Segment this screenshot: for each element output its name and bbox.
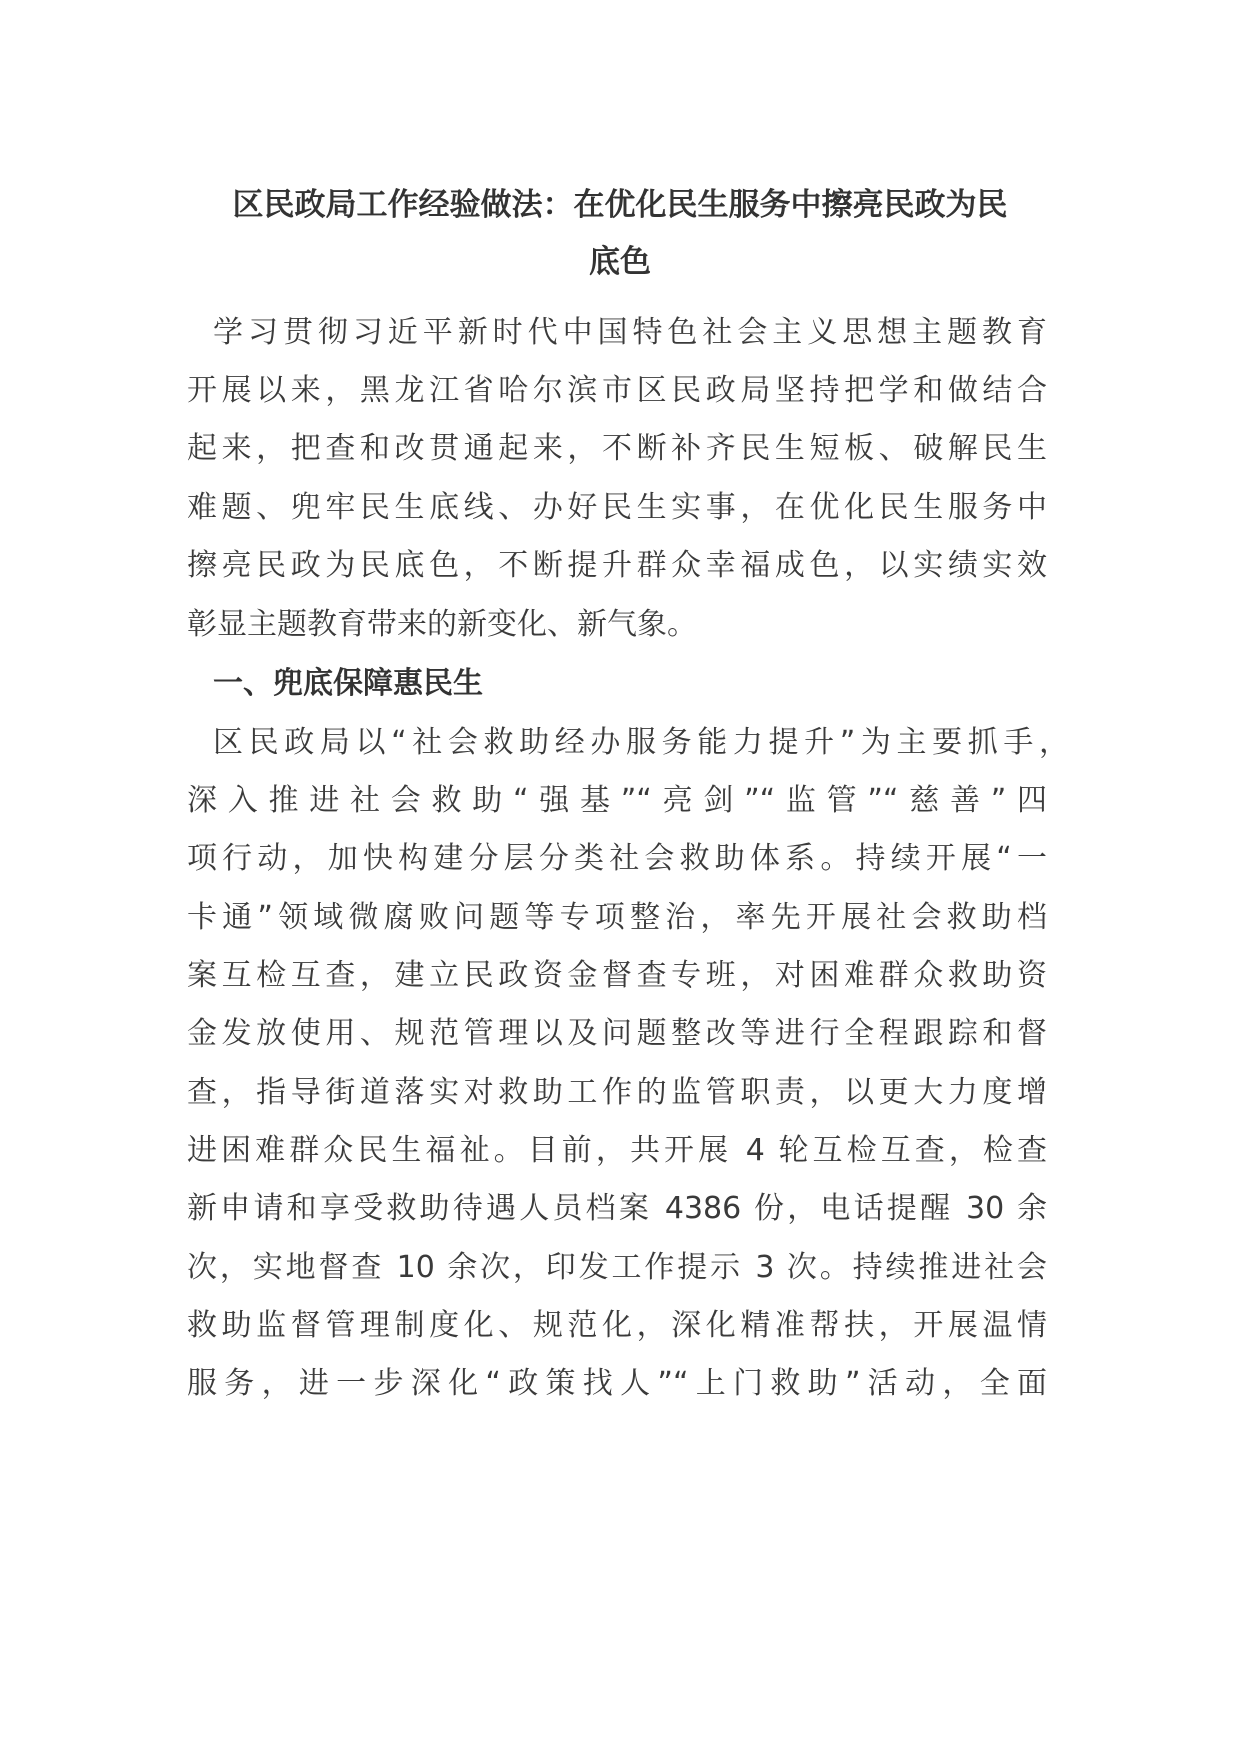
paragraph-line: 起来，把查和改贯通起来，不断补齐民生短板、破解民生	[187, 431, 1047, 466]
paragraph-line: 深入推进社会救助“强基”“亮剑”“监管”“慈善”四	[187, 783, 1047, 818]
paragraph-line: 卡通”领域微腐败问题等专项整治，率先开展社会救助档	[187, 900, 1047, 935]
document-title-line-2: 底色	[589, 244, 651, 280]
paragraph-line: 查，指导街道落实对救助工作的监管职责，以更大力度增	[187, 1075, 1047, 1110]
paragraph-line: 彰显主题教育带来的新变化、新气象。	[187, 607, 697, 642]
paragraph-line: 救助监督管理制度化、规范化，深化精准帮扶，开展温情	[187, 1308, 1047, 1343]
paragraph-line: 新申请和享受救助待遇人员档案 4386 份，电话提醒 30 余	[187, 1191, 1047, 1226]
document-title-line-1: 区民政局工作经验做法：在优化民生服务中擦亮民政为民	[232, 187, 1008, 223]
paragraph-line: 次，实地督查 10 余次，印发工作提示 3 次。持续推进社会	[187, 1250, 1047, 1285]
paragraph-line: 开展以来，黑龙江省哈尔滨市区民政局坚持把学和做结合	[187, 373, 1047, 408]
section-heading: 一、兜底保障惠民生	[213, 666, 483, 701]
paragraph-line: 案互检互查，建立民政资金督查专班，对困难群众救助资	[187, 958, 1047, 993]
paragraph-line: 区民政局以“社会救助经办服务能力提升”为主要抓手，	[213, 725, 1069, 760]
paragraph-line: 擦亮民政为民底色，不断提升群众幸福成色，以实绩实效	[187, 548, 1047, 583]
paragraph-line: 项行动，加快构建分层分类社会救助体系。持续开展“一	[187, 841, 1047, 876]
paragraph-line: 进困难群众民生福祉。目前，共开展 4 轮互检互查，检查	[187, 1133, 1047, 1168]
paragraph-line: 金发放使用、规范管理以及问题整改等进行全程跟踪和督	[187, 1016, 1047, 1051]
paragraph-line: 难题、兜牢民生底线、办好民生实事，在优化民生服务中	[187, 490, 1047, 525]
paragraph-line: 服务，进一步深化“政策找人”“上门救助”活动，全面	[187, 1366, 1047, 1401]
paragraph-line: 学习贯彻习近平新时代中国特色社会主义思想主题教育	[213, 315, 1047, 350]
